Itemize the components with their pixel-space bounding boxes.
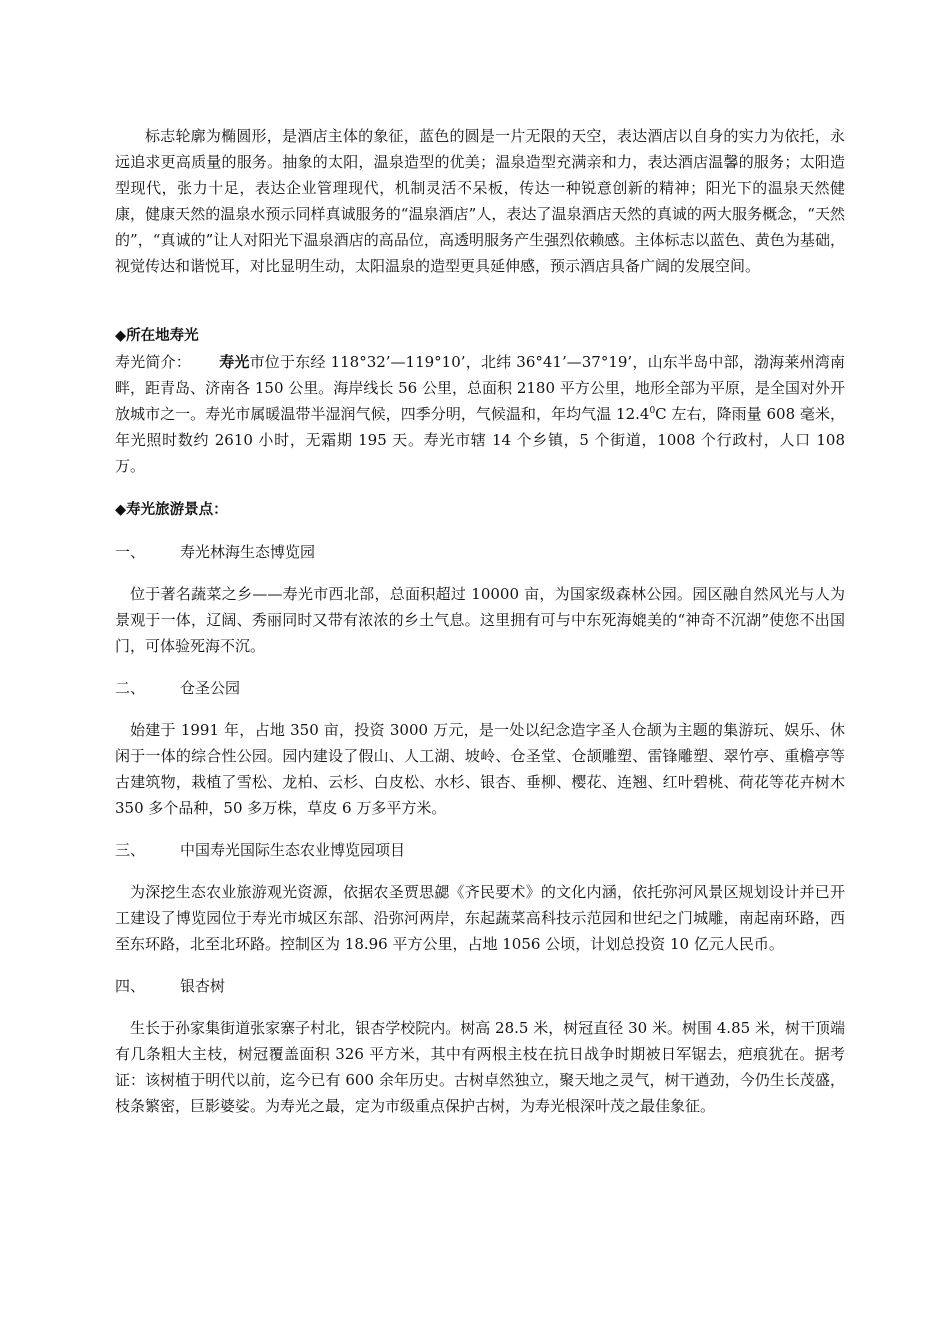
city-name: 寿光 xyxy=(219,353,250,371)
document-page xyxy=(115,123,845,1119)
attraction-3-description: 为深挖生态农业旅游观光资源，依据农圣贾思勰《齐民要术》的文化内涵，依托弥河风景区规划设计并已开工建设了博览园位于寿光市城区东部、沿弥河两岸，东起蔬菜高科技示范园和世纪之门城雕，南起南环路，西至东环路，北至北环路。控制区为 18.96 平方公里，占地 1056 公顷，计划总投资 10 亿元人民币。 xyxy=(115,883,845,953)
attraction-2-description: 始建于 1991 年，占地 350 亩，投资 3000 万元，是一处以纪念造字圣人仓颉为主题的集游玩、娱乐、休闲于一体的综合性公园。园内建设了假山、人工湖、坡岭、仓圣堂、仓颉雕塑、雷锋雕塑、翠竹亭、重檐亭等古建筑物，栽植了雪松、龙柏、云杉、白皮松、水杉、银杏、垂柳、樱花、连翘、红叶碧桃、荷花等花卉树木 350 多个品种，50 多万株，草皮 6 万多平方米。 xyxy=(115,721,845,817)
logo-description-paragraph: 标志轮廓为椭圆形，是酒店主体的象征，蓝色的圆是一片无限的天空，表达酒店以自身的实力为依托，永远追求更高质量的服务。抽象的太阳，温泉造型的优美；温泉造型充满亲和力，表达酒店温馨的服务；太阳造型现代，张力十足，表达企业管理现代，机制灵活不呆板，传达一种锐意创新的精神；阳光下的温泉天然健康，健康天然的温泉水预示同样真诚服务的“温泉酒店”人，表达了温泉酒店天然的真诚的两大服务概念，“天然的”，“真诚的”让人对阳光下温泉酒店的高品位，高透明服务产生强烈依赖感。主体标志以蓝色、黄色为基础，视觉传达和谐悦耳，对比显明生动，太阳温泉的造型更具延伸感，预示酒店具备广阔的发展空间。 xyxy=(115,127,845,275)
intro-text-part2: C 左右，降雨量 608 毫米，年光照时数约 2610 小时，无霜期 195 天。寿光市辖 14 个乡镇，5 个街道，1008 个行政村，人口 108 万。 xyxy=(115,405,845,475)
attraction-1-description: 位于著名蔬菜之乡——寿光市西北部，总面积超过 10000 亩，为国家级森林公园。园区融自然风光与人为景观于一体，辽阔、秀丽同时又带有浓浓的乡土气息。这里拥有可与中东死海媲美的“神奇不沉湖”使您不出国门，可体验死海不沉。 xyxy=(115,585,845,655)
attraction-1-number: 一、 xyxy=(115,543,146,561)
attraction-3-title: 中国寿光国际生态农业博览园项目 xyxy=(180,841,406,859)
attraction-1-title-row xyxy=(115,539,845,565)
attractions-heading: ◆寿光旅游景点： xyxy=(115,502,228,518)
attraction-4-number: 四、 xyxy=(115,977,146,995)
degree-superscript: 0 xyxy=(649,406,656,416)
attraction-3-title-row xyxy=(115,837,845,863)
attraction-2-title: 仓圣公园 xyxy=(180,679,241,697)
location-intro-paragraph xyxy=(115,349,845,479)
attraction-4-title-row xyxy=(115,973,845,999)
attraction-4-title: 银杏树 xyxy=(180,977,226,995)
attraction-2-number: 二、 xyxy=(115,679,146,697)
intro-label: 寿光简介： xyxy=(115,353,191,371)
attraction-3-number: 三、 xyxy=(115,841,146,859)
location-heading: ◆所在地寿光 xyxy=(115,328,199,344)
attraction-2-title-row xyxy=(115,675,845,701)
intro-text-part1: 市位于东经 118°32’—119°10’，北纬 36°41’—37°19’，山东半岛中部，渤海莱州湾南畔，距青岛、济南各 150 公里。海岸线长 56 公里，总面积 2180 平方公里，地形全部为平原，是全国对外开放城市之一。寿光市属暖温带半湿润气候，四季分明，气候温和，年均气温 12.4 xyxy=(115,353,845,423)
attraction-1-title: 寿光林海生态博览园 xyxy=(180,543,316,561)
attraction-4-description: 生长于孙家集街道张家寨子村北，银杏学校院内。树高 28.5 米，树冠直径 30 米。树围 4.85 米，树干顶端有几条粗大主枝，树冠覆盖面积 326 平方米，其中有两根主枝在抗日战争时期被日军锯去，疤痕犹在。据考证：该树植于明代以前，迄今已有 600 余年历史。古树卓然独立，聚天地之灵气，树干遒劲，今仍生长茂盛，枝条繁密，巨影婆娑。为寿光之最，定为市级重点保护古树，为寿光根深叶茂之最佳象征。 xyxy=(115,1019,845,1115)
